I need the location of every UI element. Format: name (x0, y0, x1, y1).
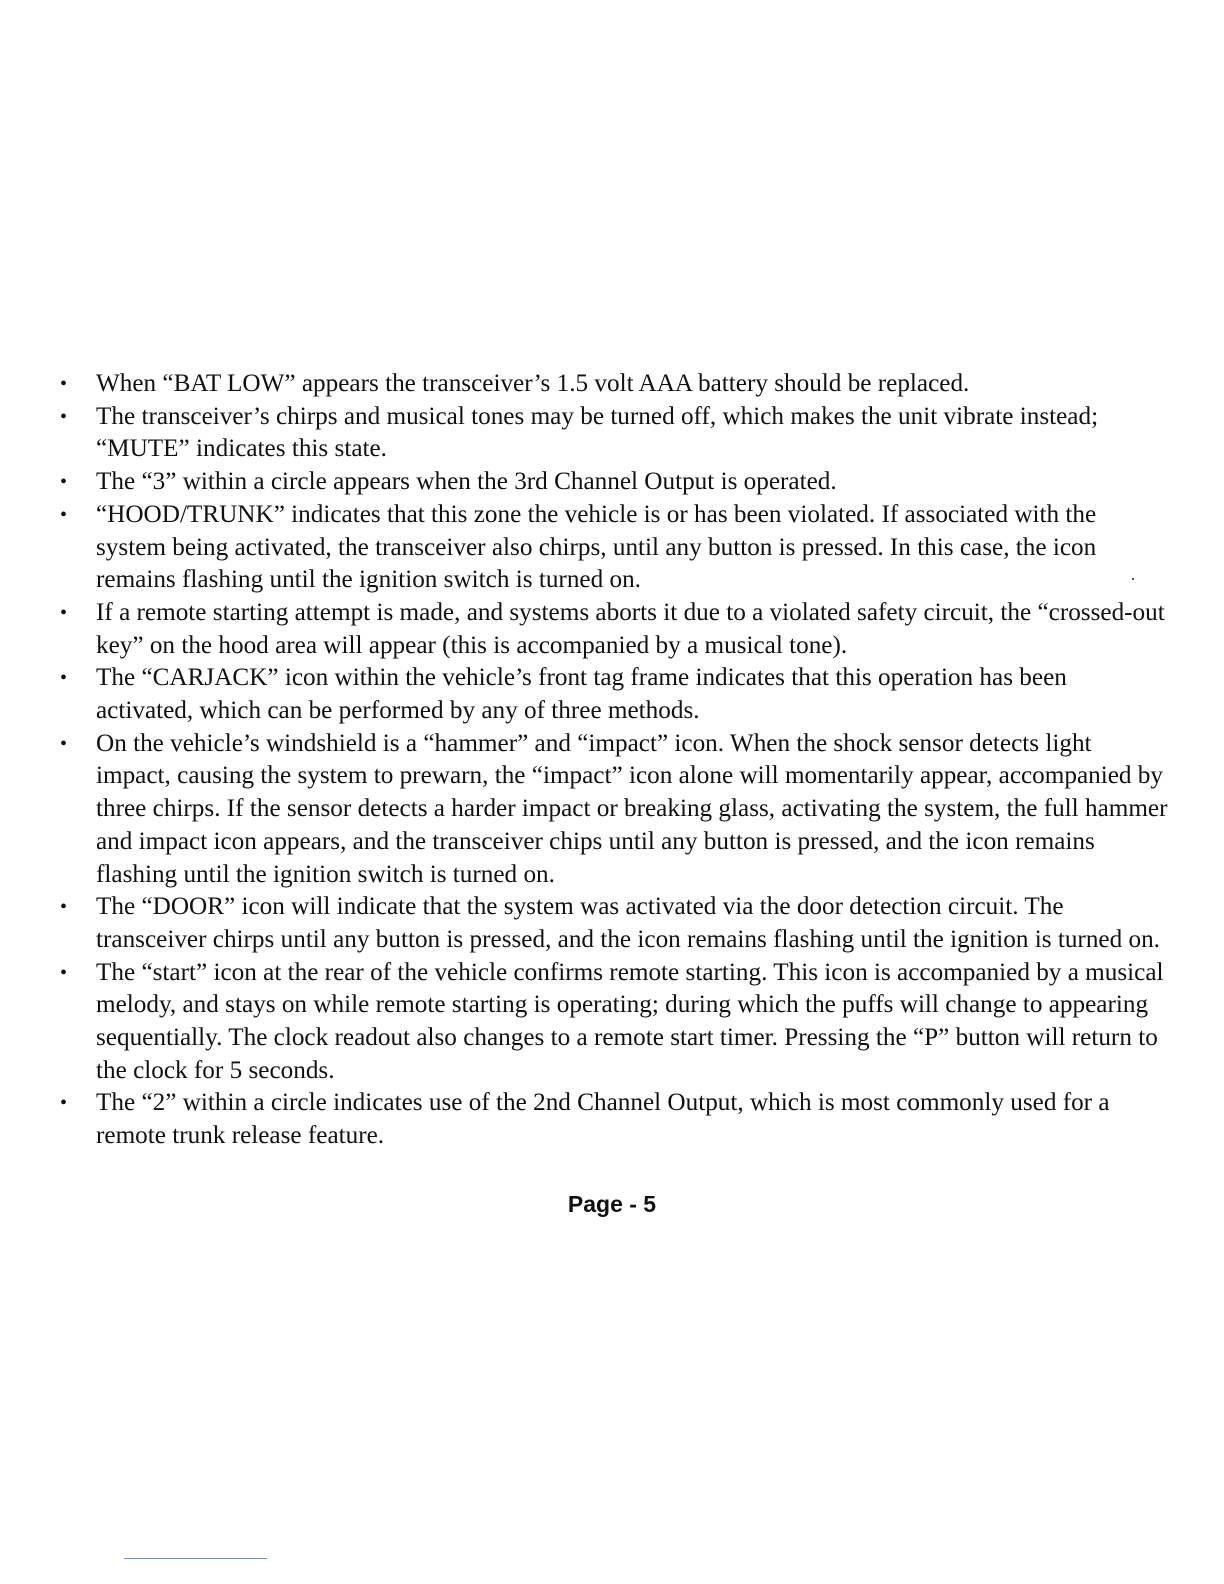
bullet-icon: • (60, 667, 68, 690)
bullet-icon: • (60, 373, 68, 395)
list-item (60, 597, 1170, 662)
scan-speck (1132, 578, 1134, 580)
list-item (60, 466, 1170, 499)
list-item (60, 891, 1170, 956)
list-item (60, 728, 1170, 892)
bullet-icon: • (60, 405, 68, 428)
bullet-text: “HOOD/TRUNK” indicates that this zone the vehicle is or has been violated. If associated with the system being activated, the transceiver also chirps, until any button is pressed. In this case, the icon remains flashing until the ignition switch is turned on. (96, 500, 1097, 594)
bullet-icon: • (60, 1092, 68, 1115)
page-number: Page - 5 (567, 1191, 657, 1217)
bullet-text: The “start” icon at the rear of the vehicle confirms remote starting. This icon is accompanied by a musical melody, and stays on while remote starting is operating; during which the puffs will change to appearing sequentially. The clock readout also changes to a remote start timer. Pressing the “P” button will return to the clock for 5 seconds. (96, 958, 1164, 1084)
bullet-text: The “3” within a circle appears when the 3rd Channel Output is operated. (96, 468, 837, 496)
bullet-text: On the vehicle’s windshield is a “hammer” and “impact” icon. When the shock sensor detects light impact, causing the system to prewarn, the “impact” icon alone will momentarily appear, accompanied by three chirps. If the sensor detects a harder impact or breaking glass, activating the system, the full hammer and impact icon appears, and the transceiver chips until any button is pressed, and the icon remains flashing until the ignition switch is turned on. (96, 729, 1168, 888)
list-item (60, 662, 1170, 727)
bullet-icon: • (60, 732, 68, 755)
list-item (60, 499, 1170, 597)
bottom-rule (124, 1558, 267, 1559)
bullet-icon: • (60, 961, 68, 984)
bullet-text: When “BAT LOW” appears the transceiver’s 1.5 volt AAA battery should be replaced. (96, 370, 970, 397)
bullet-text: The “2” within a circle indicates use of the 2nd Channel Output, which is most commonly used for a remote trunk release feature. (96, 1089, 1110, 1150)
bullet-text: The transceiver’s chirps and musical tones may be turned off, which makes the unit vibrate instead; “MUTE” indicates this state. (96, 402, 1099, 463)
list-item (60, 401, 1170, 466)
bullet-text: The “DOOR” icon will indicate that the system was activated via the door detection circuit. The transceiver chirps until any button is pressed, and the icon remains flashing until the ignition is turned on. (96, 893, 1160, 953)
bullet-text: The “CARJACK” icon within the vehicle’s front tag frame indicates that this operation has been activated, which can be performed by any of three methods. (96, 664, 1067, 725)
feature-bullet-list (60, 368, 1170, 1153)
bullet-icon: • (60, 601, 68, 624)
bullet-icon: • (60, 503, 68, 526)
list-item (60, 368, 1170, 401)
bullet-icon: • (60, 471, 68, 494)
bullet-icon: • (60, 896, 68, 919)
list-item (60, 957, 1170, 1088)
list-item (60, 1087, 1170, 1152)
bullet-text: If a remote starting attempt is made, and systems aborts it due to a violated safety circuit, the “crossed-out key” on the hood area will appear (this is accompanied by a musical tone). (96, 598, 1165, 659)
